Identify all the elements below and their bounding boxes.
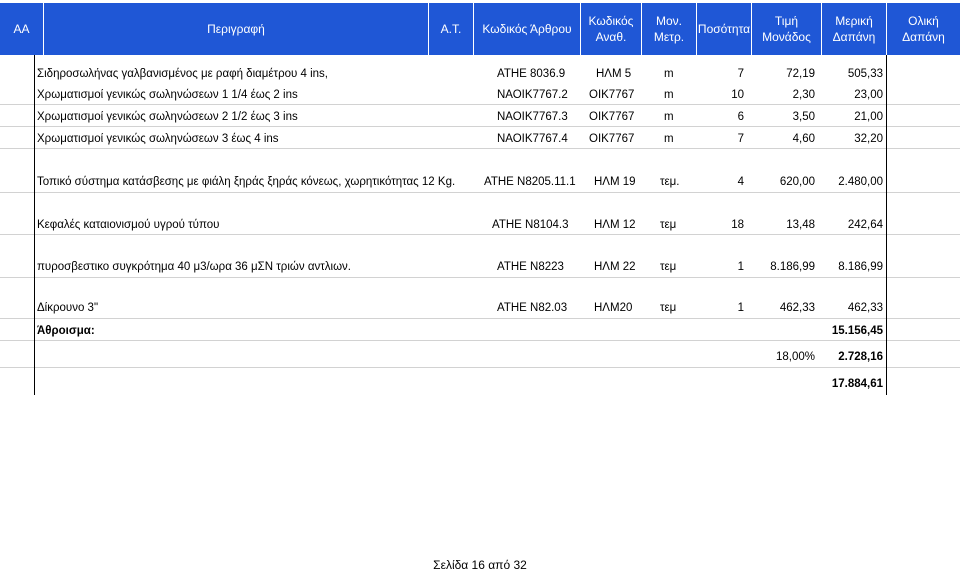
grid-line xyxy=(0,234,960,235)
row-ref-code: ΟΙΚ7767 xyxy=(589,111,635,123)
row-article-code: ΝΑΟΙΚ7767.2 xyxy=(497,89,568,101)
row-article-code: ΑΤΗΕ Ν82.03 xyxy=(497,302,568,314)
grid-line xyxy=(0,277,960,278)
sum-value: 15.156,45 xyxy=(831,325,883,337)
row-quantity: 7 xyxy=(737,68,744,80)
row-description: Χρωματισμοί γενικώς σωληνώσεων 2 1/2 έως 3 ins xyxy=(37,111,298,123)
row-article-code: ΝΑΟΙΚ7767.3 xyxy=(497,111,568,123)
row-quantity: 18 xyxy=(731,219,744,231)
row-ref-code: ΗΛΜ 5 xyxy=(596,68,632,80)
row-quantity: 1 xyxy=(737,261,744,273)
header-aa: AA xyxy=(0,3,43,55)
header-description: Περιγραφή xyxy=(43,3,428,55)
row-ref-code: ΟΙΚ7767 xyxy=(589,89,635,101)
grid-line xyxy=(0,104,960,105)
row-partial-cost: 32,20 xyxy=(854,133,883,145)
header-unit-price xyxy=(751,3,821,55)
row-unit: m xyxy=(664,111,674,123)
row-ref-code: ΗΛΜ 19 xyxy=(594,176,636,188)
header-ref-code xyxy=(580,3,641,55)
row-unit-price: 13,48 xyxy=(786,219,815,231)
row-partial-cost: 23,00 xyxy=(854,89,883,101)
grid-line xyxy=(0,192,960,193)
header-unit-price-label: Τιμή Μονάδος xyxy=(762,14,811,44)
grid-line xyxy=(0,367,960,368)
row-description: πυροσβεστικο συγκρότημα 40 μ3/ωρα 36 μΣΝ τριών αντλιων. xyxy=(37,261,351,273)
column-border xyxy=(34,55,35,395)
header-article-code: Κωδικός Άρθρου xyxy=(473,3,580,55)
header-partial-cost xyxy=(821,3,886,55)
row-unit: m xyxy=(664,68,674,80)
page-number: Σελίδα 16 από 32 xyxy=(433,558,527,572)
row-description: Χρωματισμοί γενικώς σωληνώσεων 3 έως 4 ins xyxy=(37,133,279,145)
vat-value: 2.728,16 xyxy=(838,351,883,363)
row-description: Σιδηροσωλήνας γαλβανισμένος με ραφή διαμέτρου 4 ins, xyxy=(37,68,328,80)
row-article-code: ΑΤΗΕ 8036.9 xyxy=(497,68,566,80)
row-partial-cost: 8.186,99 xyxy=(838,261,883,273)
row-unit: τεμ xyxy=(660,219,677,231)
row-description: Δίκρουνο 3" xyxy=(37,302,99,314)
row-unit-price: 462,33 xyxy=(779,302,815,314)
header-at: Α.Τ. xyxy=(428,3,473,55)
row-ref-code: ΟΙΚ7767 xyxy=(589,133,635,145)
row-description: Κεφαλές καταιονισμού υγρού τύπου xyxy=(37,219,220,231)
row-unit-price: 620,00 xyxy=(779,176,815,188)
row-unit: τεμ xyxy=(660,302,677,314)
row-partial-cost: 2.480,00 xyxy=(838,176,883,188)
header-quantity: Ποσότητα xyxy=(696,3,751,55)
header-unit: Μον. Μετρ. xyxy=(641,3,696,55)
row-quantity: 4 xyxy=(737,176,744,188)
header-total-cost: Ολική Δαπάνη xyxy=(886,3,960,55)
row-description: Τοπικό σύστημα κατάσβεσης με φιάλη ξηράς ξηράς κόνεως, χωρητικότητας 12 Kg. xyxy=(37,176,456,188)
row-ref-code: ΗΛΜ 12 xyxy=(594,219,636,231)
header-ref-code-label: Κωδικός Αναθ. xyxy=(588,14,634,44)
row-ref-code: ΗΛΜ 22 xyxy=(594,261,636,273)
row-quantity: 10 xyxy=(731,89,744,101)
row-quantity: 7 xyxy=(737,133,744,145)
sum-label: Άθροισμα: xyxy=(37,325,95,337)
row-unit-price: 72,19 xyxy=(786,68,815,80)
header-partial-cost-label: Μερική Δαπάνη xyxy=(832,14,876,44)
row-unit: τεμ. xyxy=(660,176,680,188)
vat-percent: 18,00% xyxy=(775,351,815,363)
row-quantity: 6 xyxy=(737,111,744,123)
grid-line xyxy=(0,148,960,149)
row-article-code: ΑΤΗΕ Ν8223 xyxy=(497,261,564,273)
row-unit: m xyxy=(664,133,674,145)
row-partial-cost: 505,33 xyxy=(847,68,883,80)
row-ref-code: ΗΛΜ20 xyxy=(594,302,633,314)
column-border xyxy=(886,55,887,395)
row-article-code: ΝΑΟΙΚ7767.4 xyxy=(497,133,568,145)
row-partial-cost: 242,64 xyxy=(847,219,883,231)
grand-total: 17.884,61 xyxy=(831,378,883,390)
row-partial-cost: 462,33 xyxy=(847,302,883,314)
row-unit: m xyxy=(664,89,674,101)
grid-line xyxy=(0,318,960,319)
row-article-code: ΑΤΗΕ Ν8104.3 xyxy=(492,219,569,231)
row-unit: τεμ xyxy=(660,261,677,273)
row-quantity: 1 xyxy=(737,302,744,314)
row-partial-cost: 21,00 xyxy=(854,111,883,123)
row-unit-price: 3,50 xyxy=(792,111,815,123)
grid-line xyxy=(0,126,960,127)
row-article-code: ΑΤΗΕ Ν8205.11.1 xyxy=(484,176,576,188)
row-unit-price: 2,30 xyxy=(792,89,815,101)
row-unit-price: 4,60 xyxy=(792,133,815,145)
row-description: Χρωματισμοί γενικώς σωληνώσεων 1 1/4 έως 2 ins xyxy=(37,89,298,101)
grid-line xyxy=(0,340,960,341)
row-unit-price: 8.186,99 xyxy=(770,261,815,273)
